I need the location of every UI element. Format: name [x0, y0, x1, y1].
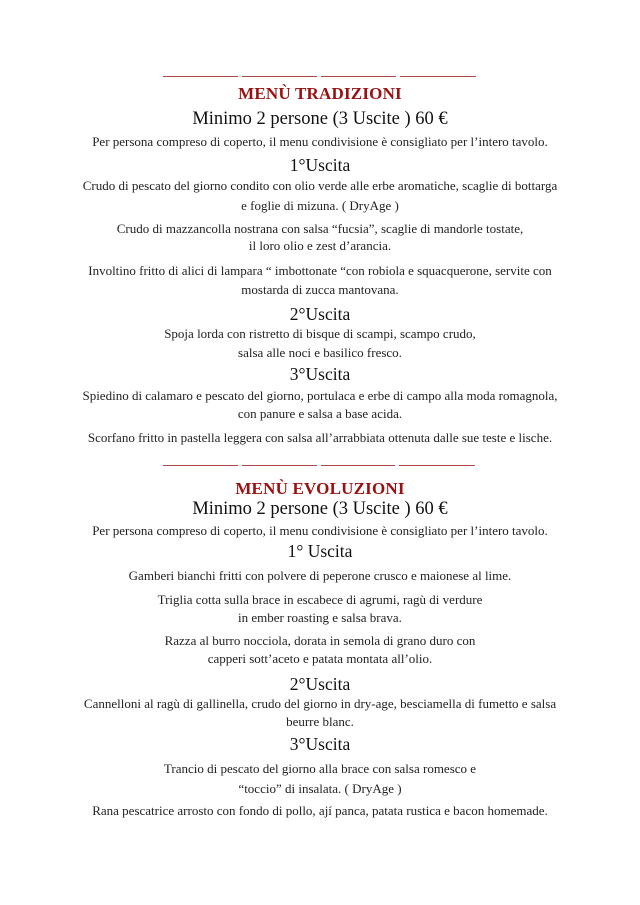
dish-line: Crudo di pescato del giorno condito con olio verde alle erbe aromatiche, scaglie di bottarga — [82, 178, 558, 193]
dish-line: e foglie di mizuna. ( DryAge ) — [241, 198, 399, 213]
dish-line: Cannelloni al ragù di gallinella, crudo del giorno in dry-age, besciamella di fumetto e salsa — [83, 696, 557, 711]
dish-line: Spiedino di calamaro e pescato del giorno, portulaca e erbe di campo alla moda romagnola, — [82, 388, 558, 403]
course-heading-3: 3°Uscita — [289, 734, 351, 754]
separator-segment — [321, 465, 395, 466]
menu-note: Per persona compreso di coperto, il menu condivisione è consigliato per l’intero tavolo. — [92, 134, 548, 149]
course-heading-1: 1° Uscita — [287, 541, 353, 561]
separator-segment — [163, 76, 238, 77]
price-line: Minimo 2 persone (3 Uscite ) 60 € — [192, 499, 448, 519]
dish-line: Spoja lorda con ristretto di bisque di scampi, scampo crudo, — [164, 326, 476, 341]
dish-line: Triglia cotta sulla brace in escabece di agrumi, ragù di verdure — [157, 592, 483, 607]
menu-note: Per persona compreso di coperto, il menu condivisione è consigliato per l’intero tavolo. — [92, 523, 548, 538]
separator-segment — [242, 465, 317, 466]
dish-line: salsa alle noci e basilico fresco. — [238, 345, 402, 360]
dish-line: Razza al burro nocciola, dorata in semola di grano duro con — [164, 633, 476, 648]
separator-segment — [399, 465, 475, 466]
price-line: Minimo 2 persone (3 Uscite ) 60 € — [192, 109, 448, 129]
separator-segment — [400, 76, 476, 77]
dish-line: Gamberi bianchi fritti con polvere di peperone crusco e maionese al lime. — [128, 568, 512, 583]
dish-line: beurre blanc. — [286, 714, 354, 729]
separator-segment — [163, 465, 238, 466]
dish-line: “toccio” di insalata. ( DryAge ) — [238, 781, 402, 796]
course-heading-3: 3°Uscita — [289, 364, 351, 384]
dish-line: Rana pescatrice arrosto con fondo di pollo, ají panca, patata rustica e bacon homemade. — [92, 803, 548, 818]
dish-line: Involtino fritto di alici di lampara “ imbottonate “con robiola e squacquerone, servite con — [88, 263, 552, 278]
menu-title: MENÙ EVOLUZIONI — [235, 479, 405, 498]
course-heading-2: 2°Uscita — [289, 674, 351, 694]
dish-line: Crudo di mazzancolla nostrana con salsa “fucsia”, scaglie di mandorle tostate, — [116, 221, 524, 236]
dish-line: il loro olio e zest d’arancia. — [248, 238, 392, 253]
course-heading-1: 1°Uscita — [289, 155, 351, 175]
dish-line: Trancio di pescato del giorno alla brace con salsa romesco e — [163, 761, 477, 776]
dish-line: capperi sott’aceto e patata montata all’olio. — [207, 651, 433, 666]
dish-line: in ember roasting e salsa brava. — [238, 610, 402, 625]
menu-title: MENÙ TRADIZIONI — [238, 84, 402, 103]
dish-line: mostarda di zucca mantovana. — [241, 282, 399, 297]
course-heading-2: 2°Uscita — [289, 304, 351, 324]
separator-segment — [242, 76, 317, 77]
dish-line: Scorfano fritto in pastella leggera con salsa all’arrabbiata ottenuta dalle sue teste e lische. — [87, 430, 553, 445]
dish-line: con panure e salsa a base acida. — [237, 406, 403, 421]
separator-segment — [321, 76, 396, 77]
